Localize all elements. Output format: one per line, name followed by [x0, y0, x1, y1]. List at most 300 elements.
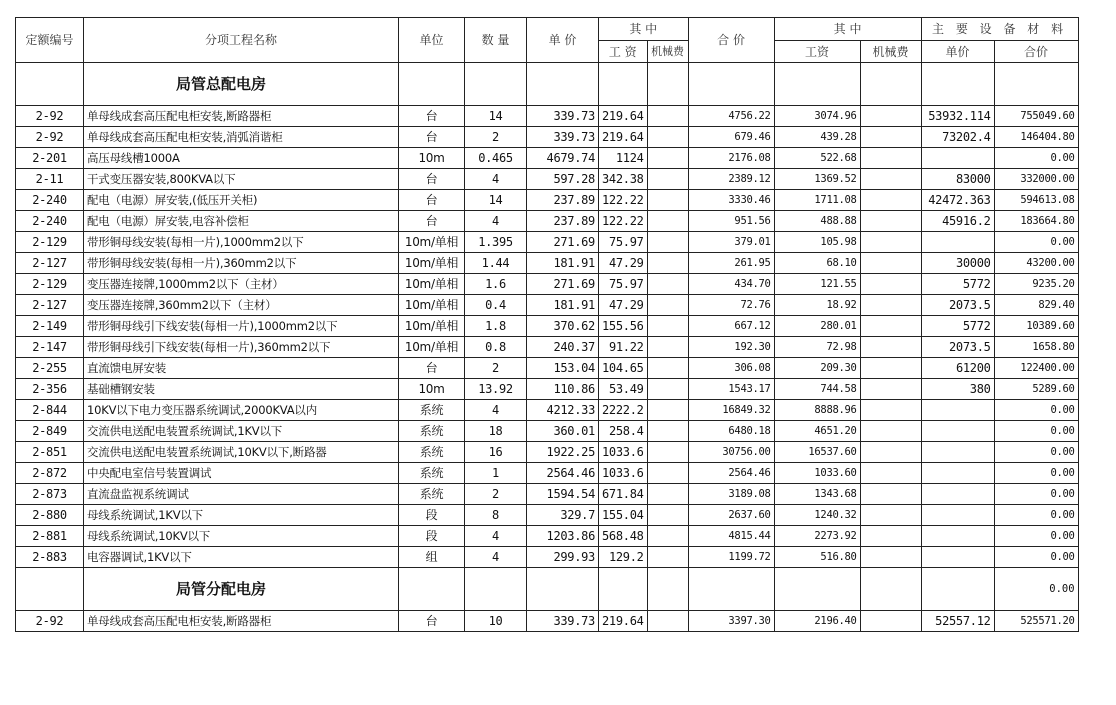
cell-unit: 台 — [399, 169, 465, 190]
cell-qty: 14 — [465, 106, 527, 127]
cell-wage: 75.97 — [599, 274, 648, 295]
cell-name: 交流供电送配电装置系统调试,10KV以下,断路器 — [84, 442, 399, 463]
cell-material-price — [921, 442, 994, 463]
cell-unit: 10m — [399, 148, 465, 169]
header-mat-price: 单价 — [921, 41, 994, 63]
cell-material-total: 1658.80 — [994, 337, 1078, 358]
cell-unit: 台 — [399, 611, 465, 632]
cell-material-price — [921, 148, 994, 169]
cell-machine — [647, 484, 688, 505]
cell-name: 交流供电送配电装置系统调试,1KV以下 — [84, 421, 399, 442]
cell-price: 360.01 — [527, 421, 599, 442]
cell-material-price: 30000 — [921, 253, 994, 274]
header-total: 合 价 — [688, 18, 774, 63]
cell-material-total: 0.00 — [994, 484, 1078, 505]
cell-code: 2-873 — [16, 484, 84, 505]
cell-unit: 10m/单相 — [399, 316, 465, 337]
cell-qty: 2 — [465, 127, 527, 148]
cell-wage: 155.04 — [599, 505, 648, 526]
cell-total-machine — [860, 611, 921, 632]
cell-name: 带形铜母线引下线安装(每相一片),1000mm2以下 — [84, 316, 399, 337]
cell-unit: 台 — [399, 211, 465, 232]
cell-total-wage: 522.68 — [774, 148, 860, 169]
header-of-which-2: 其 中 — [774, 18, 921, 41]
cell-name: 单母线成套高压配电柜安装,断路器柜 — [84, 611, 399, 632]
cell-wage: 1033.6 — [599, 463, 648, 484]
header-name: 分项工程名称 — [84, 18, 399, 63]
cell-material-price: 52557.12 — [921, 611, 994, 632]
cell-total: 2637.60 — [688, 505, 774, 526]
table-row — [16, 211, 1079, 232]
header-mat-total: 合价 — [994, 41, 1078, 63]
cell-price: 329.7 — [527, 505, 599, 526]
cell-qty: 10 — [465, 611, 527, 632]
cell-code: 2-147 — [16, 337, 84, 358]
cell-wage: 129.2 — [599, 547, 648, 568]
cell-wage: 219.64 — [599, 611, 648, 632]
cell-qty: 0.8 — [465, 337, 527, 358]
cell-qty: 4 — [465, 400, 527, 421]
cell-name: 干式变压器安装,800KVA以下 — [84, 169, 399, 190]
cell-machine — [647, 442, 688, 463]
cell-total-machine — [860, 400, 921, 421]
empty-cell — [465, 568, 527, 611]
cell-material-total: 0.00 — [994, 232, 1078, 253]
cell-material-total: 0.00 — [994, 421, 1078, 442]
section-header-row — [16, 63, 1079, 106]
cell-code: 2-92 — [16, 127, 84, 148]
cell-machine — [647, 148, 688, 169]
cell-material-total: 43200.00 — [994, 253, 1078, 274]
cell-wage: 91.22 — [599, 337, 648, 358]
cell-total-machine — [860, 526, 921, 547]
cell-machine — [647, 379, 688, 400]
cell-code: 2-240 — [16, 211, 84, 232]
empty-cell — [994, 63, 1078, 106]
cell-material-price — [921, 547, 994, 568]
cell-total: 261.95 — [688, 253, 774, 274]
cell-total-machine — [860, 253, 921, 274]
cell-code: 2-883 — [16, 547, 84, 568]
cell-unit: 10m — [399, 379, 465, 400]
cell-total-wage: 744.58 — [774, 379, 860, 400]
cell-total-machine — [860, 316, 921, 337]
cell-code: 2-844 — [16, 400, 84, 421]
cell-total: 3189.08 — [688, 484, 774, 505]
cell-code: 2-201 — [16, 148, 84, 169]
cell-total: 16849.32 — [688, 400, 774, 421]
header-code: 定额编号 — [16, 18, 84, 63]
cell-code: 2-356 — [16, 379, 84, 400]
cell-total-machine — [860, 274, 921, 295]
cell-code: 2-127 — [16, 253, 84, 274]
cell-name: 电容器调试,1KV以下 — [84, 547, 399, 568]
cell-unit: 组 — [399, 547, 465, 568]
cell-qty: 1.8 — [465, 316, 527, 337]
cell-material-total: 0.00 — [994, 148, 1078, 169]
cell-total-machine — [860, 421, 921, 442]
cell-qty: 18 — [465, 421, 527, 442]
cell-total-wage: 439.28 — [774, 127, 860, 148]
cell-qty: 14 — [465, 190, 527, 211]
cell-machine — [647, 358, 688, 379]
cell-total: 2564.46 — [688, 463, 774, 484]
cell-material-total: 0.00 — [994, 463, 1078, 484]
cell-total: 379.01 — [688, 232, 774, 253]
cell-total-wage: 3074.96 — [774, 106, 860, 127]
table-row — [16, 253, 1079, 274]
cell-wage: 1124 — [599, 148, 648, 169]
cell-qty: 1.44 — [465, 253, 527, 274]
cell-total-machine — [860, 442, 921, 463]
cell-machine — [647, 463, 688, 484]
cell-machine — [647, 190, 688, 211]
cell-qty: 1 — [465, 463, 527, 484]
cell-material-total: 525571.20 — [994, 611, 1078, 632]
cell-total: 679.46 — [688, 127, 774, 148]
header-of-which: 其 中 — [599, 18, 689, 41]
cell-total-wage: 121.55 — [774, 274, 860, 295]
cell-price: 4212.33 — [527, 400, 599, 421]
table-row — [16, 106, 1079, 127]
cell-total-machine — [860, 295, 921, 316]
empty-cell — [647, 63, 688, 106]
table-row — [16, 337, 1079, 358]
table-row — [16, 169, 1079, 190]
cell-total-machine — [860, 358, 921, 379]
cell-wage: 122.22 — [599, 190, 648, 211]
cell-total-machine — [860, 169, 921, 190]
cell-wage: 342.38 — [599, 169, 648, 190]
table-row — [16, 358, 1079, 379]
cell-price: 240.37 — [527, 337, 599, 358]
cell-machine — [647, 274, 688, 295]
cell-total-machine — [860, 211, 921, 232]
cell-price: 2564.46 — [527, 463, 599, 484]
cell-wage: 53.49 — [599, 379, 648, 400]
cell-code: 2-255 — [16, 358, 84, 379]
cell-total-machine — [860, 148, 921, 169]
cell-machine — [647, 106, 688, 127]
cell-price: 271.69 — [527, 274, 599, 295]
header-machine: 机械费 — [647, 41, 688, 63]
cell-name: 中央配电室信号装置调试 — [84, 463, 399, 484]
table-row — [16, 547, 1079, 568]
cell-name: 配电（电源）屏安装,电容补偿柜 — [84, 211, 399, 232]
cell-unit: 10m/单相 — [399, 295, 465, 316]
cell-unit: 台 — [399, 127, 465, 148]
cell-price: 339.73 — [527, 106, 599, 127]
empty-cell — [921, 63, 994, 106]
table-row — [16, 400, 1079, 421]
cell-price: 237.89 — [527, 211, 599, 232]
cell-code: 2-880 — [16, 505, 84, 526]
table-row — [16, 484, 1079, 505]
table-row — [16, 148, 1079, 169]
cell-machine — [647, 211, 688, 232]
quota-table — [15, 17, 1079, 632]
cell-price: 1203.86 — [527, 526, 599, 547]
cell-name: 变压器连接牌,1000mm2以下（主材） — [84, 274, 399, 295]
header-machine-2: 机械费 — [860, 41, 921, 63]
cell-total-machine — [860, 337, 921, 358]
cell-total-wage: 8888.96 — [774, 400, 860, 421]
cell-unit: 台 — [399, 358, 465, 379]
table-row — [16, 127, 1079, 148]
cell-name: 母线系统调试,1KV以下 — [84, 505, 399, 526]
cell-machine — [647, 253, 688, 274]
cell-code: 2-129 — [16, 274, 84, 295]
cell-material-price — [921, 232, 994, 253]
empty-cell — [399, 63, 465, 106]
cell-qty: 4 — [465, 211, 527, 232]
cell-code: 2-11 — [16, 169, 84, 190]
cell-unit: 段 — [399, 526, 465, 547]
cell-material-price — [921, 421, 994, 442]
cell-qty: 4 — [465, 526, 527, 547]
empty-cell — [688, 63, 774, 106]
cell-unit: 台 — [399, 106, 465, 127]
cell-price: 153.04 — [527, 358, 599, 379]
table-row — [16, 232, 1079, 253]
cell-machine — [647, 611, 688, 632]
cell-wage: 671.84 — [599, 484, 648, 505]
cell-machine — [647, 526, 688, 547]
cell-material-total: 0.00 — [994, 505, 1078, 526]
cell-wage: 219.64 — [599, 127, 648, 148]
section-title: 局管总配电房 — [84, 63, 399, 106]
cell-machine — [647, 169, 688, 190]
cell-qty: 1.6 — [465, 274, 527, 295]
cell-material-price: 73202.4 — [921, 127, 994, 148]
empty-cell — [527, 568, 599, 611]
cell-total-wage: 105.98 — [774, 232, 860, 253]
cell-name: 母线系统调试,10KV以下 — [84, 526, 399, 547]
table-row — [16, 295, 1079, 316]
cell-wage: 568.48 — [599, 526, 648, 547]
cell-total-wage: 209.30 — [774, 358, 860, 379]
empty-cell — [599, 63, 648, 106]
cell-total: 72.76 — [688, 295, 774, 316]
cell-name: 带形铜母线安装(每相一片),360mm2以下 — [84, 253, 399, 274]
cell-code: 2-92 — [16, 106, 84, 127]
table-row — [16, 505, 1079, 526]
cell-machine — [647, 547, 688, 568]
cell-machine — [647, 295, 688, 316]
empty-cell — [465, 63, 527, 106]
cell-qty: 1.395 — [465, 232, 527, 253]
cell-price: 299.93 — [527, 547, 599, 568]
cell-total-wage: 1033.60 — [774, 463, 860, 484]
cell-name: 配电（电源）屏安装,(低压开关柜) — [84, 190, 399, 211]
cell-material-total: 5289.60 — [994, 379, 1078, 400]
cell-name: 单母线成套高压配电柜安装,消弧消谐柜 — [84, 127, 399, 148]
cell-total: 4756.22 — [688, 106, 774, 127]
cell-price: 181.91 — [527, 295, 599, 316]
cell-code: 2-129 — [16, 232, 84, 253]
cell-machine — [647, 337, 688, 358]
cell-name: 变压器连接牌,360mm2以下（主材） — [84, 295, 399, 316]
cell-wage: 155.56 — [599, 316, 648, 337]
table-row — [16, 190, 1079, 211]
cell-material-price — [921, 484, 994, 505]
cell-total: 3397.30 — [688, 611, 774, 632]
cell-price: 339.73 — [527, 127, 599, 148]
cell-wage: 1033.6 — [599, 442, 648, 463]
cell-code: 2-127 — [16, 295, 84, 316]
cell-qty: 2 — [465, 358, 527, 379]
cell-code: 2-849 — [16, 421, 84, 442]
cell-material-price: 53932.114 — [921, 106, 994, 127]
cell-total-machine — [860, 127, 921, 148]
header-materials: 主 要 设 备 材 料 — [921, 18, 1078, 41]
cell-total-machine — [860, 190, 921, 211]
cell-total: 1543.17 — [688, 379, 774, 400]
cell-total: 2389.12 — [688, 169, 774, 190]
cell-unit: 10m/单相 — [399, 337, 465, 358]
cell-material-total: 0.00 — [994, 547, 1078, 568]
cell-machine — [647, 400, 688, 421]
cell-wage: 258.4 — [599, 421, 648, 442]
cell-total-wage: 1369.52 — [774, 169, 860, 190]
table-row — [16, 463, 1079, 484]
cell-price: 370.62 — [527, 316, 599, 337]
cell-total-machine — [860, 484, 921, 505]
cell-qty: 4 — [465, 547, 527, 568]
cell-material-total: 332000.00 — [994, 169, 1078, 190]
cell-code: 2-240 — [16, 190, 84, 211]
empty-cell — [599, 568, 648, 611]
table-row — [16, 442, 1079, 463]
section-title: 局管分配电房 — [84, 568, 399, 611]
cell-price: 181.91 — [527, 253, 599, 274]
empty-cell — [16, 63, 84, 106]
cell-wage: 219.64 — [599, 106, 648, 127]
empty-cell — [16, 568, 84, 611]
cell-total: 30756.00 — [688, 442, 774, 463]
cell-name: 带形铜母线安装(每相一片),1000mm2以下 — [84, 232, 399, 253]
cell-machine — [647, 316, 688, 337]
cell-price: 110.86 — [527, 379, 599, 400]
cell-total-wage: 280.01 — [774, 316, 860, 337]
cell-material-total: 10389.60 — [994, 316, 1078, 337]
cell-name: 直流馈电屏安装 — [84, 358, 399, 379]
cell-unit: 系统 — [399, 442, 465, 463]
header-qty: 数 量 — [465, 18, 527, 63]
cell-qty: 0.4 — [465, 295, 527, 316]
cell-total: 1199.72 — [688, 547, 774, 568]
cell-material-total: 183664.80 — [994, 211, 1078, 232]
cell-material-price: 61200 — [921, 358, 994, 379]
cell-total: 667.12 — [688, 316, 774, 337]
cell-material-price: 83000 — [921, 169, 994, 190]
cell-price: 271.69 — [527, 232, 599, 253]
cell-total-wage: 1711.08 — [774, 190, 860, 211]
empty-cell — [399, 568, 465, 611]
cell-material-total: 0.00 — [994, 442, 1078, 463]
cell-wage: 47.29 — [599, 253, 648, 274]
cell-total-machine — [860, 379, 921, 400]
cell-material-total: 829.40 — [994, 295, 1078, 316]
cell-total: 2176.08 — [688, 148, 774, 169]
cell-code: 2-872 — [16, 463, 84, 484]
cell-total-wage: 16537.60 — [774, 442, 860, 463]
cell-price: 1594.54 — [527, 484, 599, 505]
cell-material-price: 45916.2 — [921, 211, 994, 232]
cell-total-wage: 2196.40 — [774, 611, 860, 632]
cell-code: 2-851 — [16, 442, 84, 463]
cell-total: 192.30 — [688, 337, 774, 358]
cell-total: 4815.44 — [688, 526, 774, 547]
table-row — [16, 421, 1079, 442]
cell-total-wage: 1343.68 — [774, 484, 860, 505]
table-row — [16, 611, 1079, 632]
table-row — [16, 274, 1079, 295]
cell-total-wage: 488.88 — [774, 211, 860, 232]
empty-cell — [647, 568, 688, 611]
cell-material-price: 380 — [921, 379, 994, 400]
cell-material-price: 42472.363 — [921, 190, 994, 211]
empty-cell — [527, 63, 599, 106]
cell-total-wage: 4651.20 — [774, 421, 860, 442]
cell-name: 高压母线槽1000A — [84, 148, 399, 169]
cell-material-total: 0.00 — [994, 526, 1078, 547]
cell-machine — [647, 127, 688, 148]
empty-cell — [688, 568, 774, 611]
cell-total-machine — [860, 232, 921, 253]
cell-qty: 4 — [465, 169, 527, 190]
cell-total: 306.08 — [688, 358, 774, 379]
table-row — [16, 316, 1079, 337]
table-row — [16, 526, 1079, 547]
cell-code: 2-881 — [16, 526, 84, 547]
cell-total: 951.56 — [688, 211, 774, 232]
cell-total-machine — [860, 106, 921, 127]
cell-total-machine — [860, 505, 921, 526]
cell-material-total: 146404.80 — [994, 127, 1078, 148]
header-unit: 单位 — [399, 18, 465, 63]
cell-unit: 系统 — [399, 421, 465, 442]
cell-price: 237.89 — [527, 190, 599, 211]
empty-cell — [860, 63, 921, 106]
cell-qty: 8 — [465, 505, 527, 526]
cell-name: 单母线成套高压配电柜安装,断路器柜 — [84, 106, 399, 127]
header-price: 单 价 — [527, 18, 599, 63]
cell-price: 339.73 — [527, 611, 599, 632]
cell-material-price — [921, 505, 994, 526]
cell-price: 597.28 — [527, 169, 599, 190]
cell-unit: 台 — [399, 190, 465, 211]
cell-total: 3330.46 — [688, 190, 774, 211]
cell-wage: 122.22 — [599, 211, 648, 232]
cell-total-wage: 72.98 — [774, 337, 860, 358]
cell-total-wage: 516.80 — [774, 547, 860, 568]
cell-material-price: 5772 — [921, 316, 994, 337]
cell-material-price: 5772 — [921, 274, 994, 295]
header-row-1 — [16, 18, 1079, 41]
cell-wage: 75.97 — [599, 232, 648, 253]
empty-cell — [774, 568, 860, 611]
cell-name: 直流盘监视系统调试 — [84, 484, 399, 505]
cell-unit: 10m/单相 — [399, 274, 465, 295]
cell-material-total: 0.00 — [994, 400, 1078, 421]
cell-material-total: 594613.08 — [994, 190, 1078, 211]
empty-cell — [921, 568, 994, 611]
cell-unit: 系统 — [399, 400, 465, 421]
header-wage-2: 工资 — [774, 41, 860, 63]
cell-material-price — [921, 526, 994, 547]
cell-material-price — [921, 400, 994, 421]
